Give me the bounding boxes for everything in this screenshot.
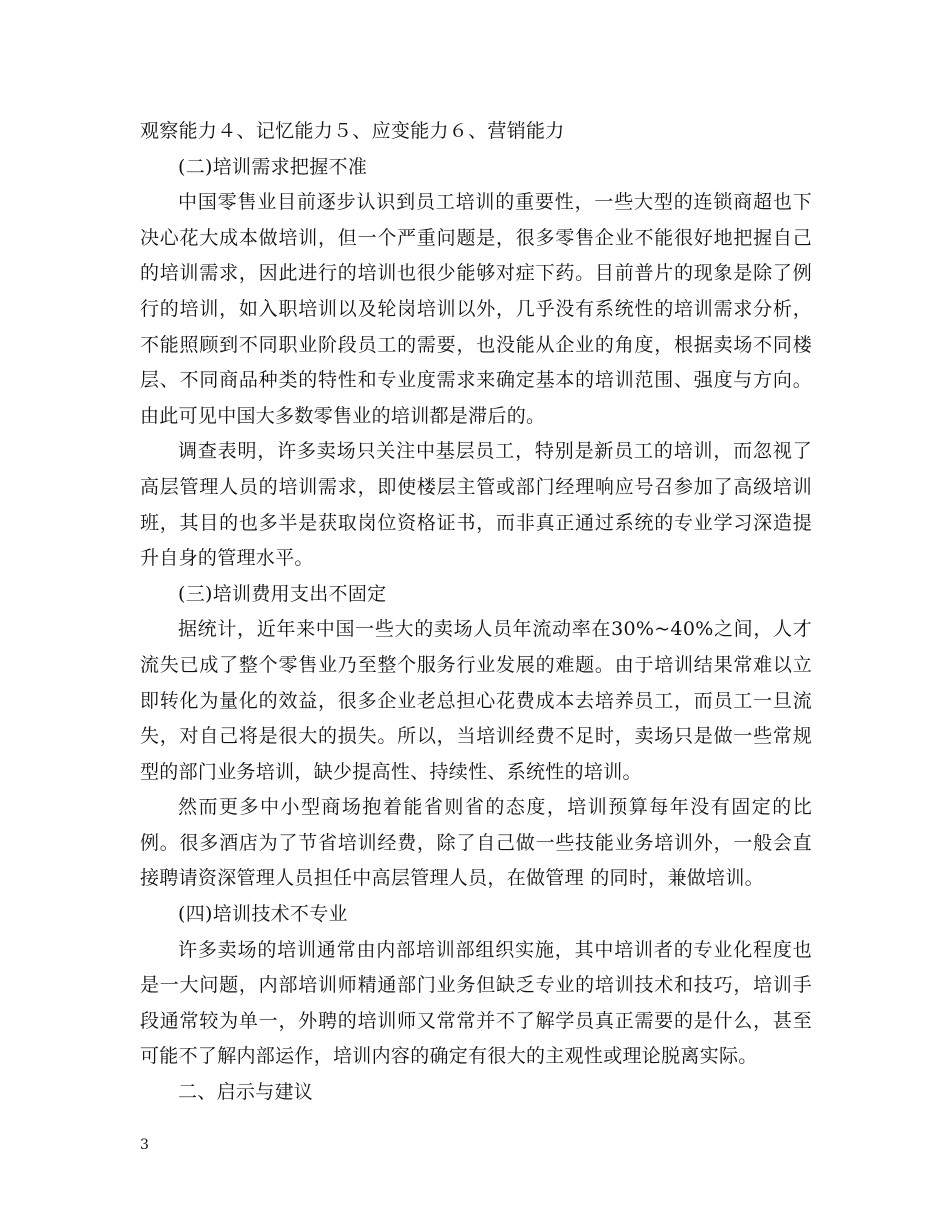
paragraph: 据统计，近年来中国一些大的卖场人员年流动率在30%~40%之间，人才流失已成了整个零售业乃至整个服务行业发展的难题。由于培训结果常难以立即转化为量化的效益，很多企业老总担心花费成本去培养员工，而员工一旦流失，对自己将是很大的损失。所以，当培训经费不足时，卖场只是做一些常规型的部门业务培训，缺少提高性、持续性、系统性的培训。 xyxy=(140,618,812,783)
paragraph-continuation: 观察能力４、记忆能力５、应变能力６、营销能力 xyxy=(140,120,565,142)
section-heading-suggestions: 二、启示与建议 xyxy=(178,1081,314,1104)
document-body xyxy=(140,114,812,1111)
section-heading-training-cost: (三)培训费用支出不固定 xyxy=(178,582,387,605)
paragraph: 调查表明，许多卖场只关注中基层员工，特别是新员工的培训，而忽视了高层管理人员的培训需求，即使楼层主管或部门经理响应号召参加了高级培训班，其目的也多半是获取岗位资格证书，而非真正通过系统的专业学习深造提升自身的管理水平。 xyxy=(140,440,812,570)
page-number: 3 xyxy=(140,1137,149,1153)
section-heading-training-needs: (二)培训需求把握不准 xyxy=(178,155,368,178)
paragraph: 中国零售业目前逐步认识到员工培训的重要性，一些大型的连锁商超也下决心花大成本做培训，但一个严重问题是，很多零售企业不能很好地把握自己的培训需求，因此进行的培训也很少能够对症下药。目前普片的现象是除了例行的培训，如入职培训以及轮岗培训以外，几乎没有系统性的培训需求分析，不能照顾到不同职业阶段员工的需要，也没能从企业的角度，根据卖场不同楼层、不同商品种类的特性和专业度需求来确定基本的培训范围、强度与方向。由此可见中国大多数零售业的培训都是滞后的。 xyxy=(140,191,812,427)
paragraph: 然而更多中小型商场抱着能省则省的态度，培训预算每年没有固定的比例。很多酒店为了节省培训经费，除了自己做一些技能业务培训外，一般会直接聘请资深管理人员担任中高层管理人员，在做管理 的同时，兼做培训。 xyxy=(140,796,812,890)
section-heading-training-technique: (四)培训技术不专业 xyxy=(178,903,348,926)
paragraph: 许多卖场的培训通常由内部培训部组织实施，其中培训者的专业化程度也是一大问题，内部培训师精通部门业务但缺乏专业的培训技术和技巧，培训手段通常较为单一，外聘的培训师又常常并不了解学员真正需要的是什么，甚至可能不了解内部运作，培训内容的确定有很大的主观性或理论脱离实际。 xyxy=(140,938,812,1068)
